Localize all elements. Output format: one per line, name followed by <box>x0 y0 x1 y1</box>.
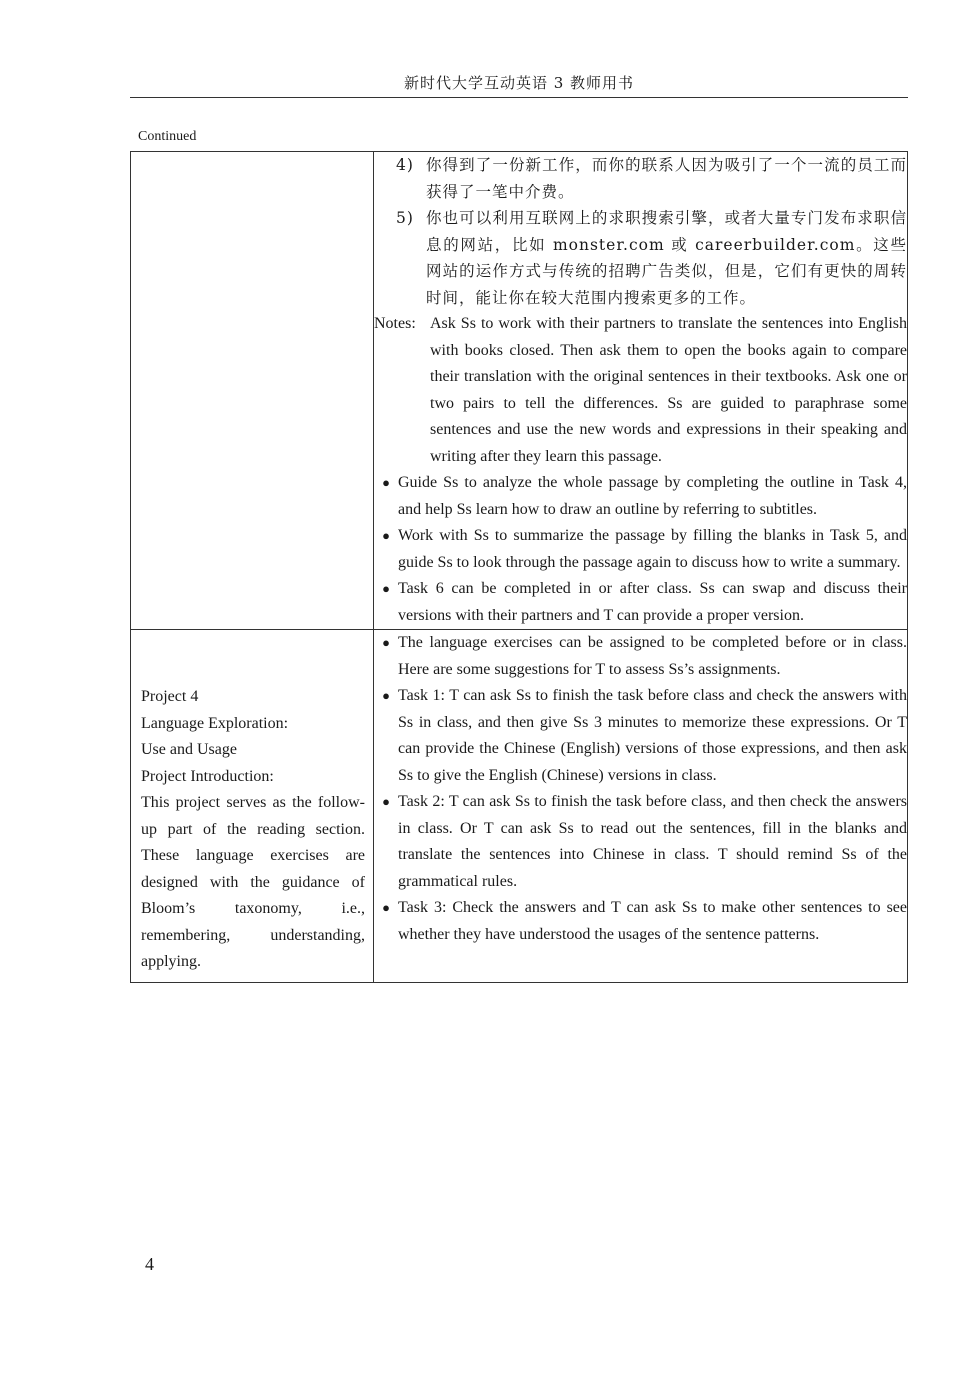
bullet-icon: ● <box>382 635 390 650</box>
bullet-item <box>374 789 907 895</box>
row2-left-cell <box>131 630 374 983</box>
teaching-plan-table <box>130 151 908 983</box>
bullet-item <box>374 630 907 683</box>
page-number: 4 <box>145 1254 154 1274</box>
bullet-text: Task 2: T can ask Ss to finish the task before class, and then check the answers in class. Or T can ask Ss to read out the sentences, fill in the blanks and translate the sentences into Chinese in class. T should remind Ss of the grammatical rules. <box>398 793 907 890</box>
row1-right-cell <box>374 152 908 630</box>
intro-label: Project Introduction: <box>141 767 274 785</box>
item-number: 4) <box>396 156 414 174</box>
header-rule <box>130 97 908 98</box>
bullet-text: Task 3: Check the answers and T can ask Ss to make other sentences to see whether they have understood the usages of the sentence patterns. <box>398 899 907 943</box>
bullet-text: Task 1: T can ask Ss to finish the task before class and check the answers with Ss in class, and then give Ss 3 minutes to memorize these expressions. Or T can provide the Chinese (English) versions of those expressions, and then ask Ss to give the English (Chinese) versions in class. <box>398 687 907 784</box>
bullet-item <box>374 895 907 948</box>
project-title: Project 4 <box>141 688 199 705</box>
bullet-text: Work with Ss to summarize the passage by filling the blanks in Task 5, and guide Ss to look through the passage again to discuss how to write a summary. <box>398 527 907 571</box>
bullet-text: Guide Ss to analyze the whole passage by completing the outline in Task 4, and help Ss learn how to draw an outline by referring to subtitles. <box>398 474 907 518</box>
item-number: 5) <box>396 209 414 227</box>
bullet-icon: ● <box>382 528 390 543</box>
bullet-item <box>374 523 907 576</box>
bullet-icon: ● <box>382 475 390 490</box>
numbered-item <box>374 205 907 311</box>
item-text: 你得到了一份新工作，而你的联系人因为吸引了一个一流的员工而获得了一笔中介费。 <box>426 156 907 201</box>
notes-text: Ask Ss to work with their partners to translate the sentences into English with books closed. Then ask them to open the books again to compare their translation with the original sentences in their textbooks. Ask one or two pairs to tell the differences. Ss are guided to paraphrase some sentences and use the new words and expressions in their speaking and writing after they learn this passage. <box>430 315 907 465</box>
bullet-item <box>374 470 907 523</box>
bullet-item <box>374 576 907 629</box>
numbered-item <box>374 152 907 205</box>
item-text: 你也可以利用互联网上的求职搜索引擎，或者大量专门发布求职信息的网站，比如 monster.com 或 careerbuilder.com。这些网站的运作方式与传统的招聘广告类似，但是，它们有更快的周转时间，能让你在较大范围内搜索更多的工作。 <box>426 209 907 307</box>
notes-label: Notes: <box>374 315 416 332</box>
running-header: 新时代大学互动英语 3 教师用书 <box>403 74 635 92</box>
exploration-label: Language Exploration: <box>141 714 289 732</box>
bullet-item <box>374 683 907 789</box>
row2-right-cell <box>374 630 908 983</box>
bullet-icon: ● <box>382 688 390 703</box>
continued-label: Continued <box>138 129 197 144</box>
table-row <box>131 152 908 630</box>
table-row <box>131 630 908 983</box>
intro-text: This project serves as the follow-up part of the reading section. These language exercises are designed with the guidance of Bloom’s taxonomy, i.e., remembering, understanding, applying. <box>141 794 365 970</box>
bullet-text: Task 6 can be completed in or after class. Ss can swap and discuss their versions with their partners and T can provide a proper version. <box>398 580 907 624</box>
bullet-icon: ● <box>382 794 390 809</box>
bullet-text: The language exercises can be assigned to be completed before or in class. Here are some suggestions for T to assess Ss’s assignments. <box>398 634 907 678</box>
row1-left-cell <box>131 152 374 630</box>
notes-block <box>374 311 907 470</box>
bullet-icon: ● <box>382 900 390 915</box>
bullet-icon: ● <box>382 581 390 596</box>
usage-label: Use and Usage <box>141 741 237 758</box>
